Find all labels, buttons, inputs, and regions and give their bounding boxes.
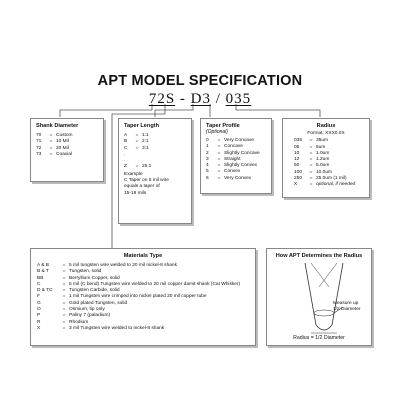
taper-profile-list	[206, 138, 266, 182]
radius-caption: Radius = 1/2 Diameter	[293, 335, 345, 341]
list-item: 0 = Very Concave	[206, 138, 254, 143]
list-item: 12 = 1.2um	[294, 157, 330, 163]
radius-box	[282, 118, 370, 198]
list-item: 100 = 10.0um	[294, 169, 332, 175]
taper-profile-subheader: (Optional)	[206, 129, 228, 135]
list-item: D & TC = Tungsten Carbide, solid	[37, 288, 120, 294]
taper-example-line: 15-19 mils	[124, 190, 147, 196]
taper-length-list	[124, 133, 186, 171]
model-code-sep1: -	[175, 91, 191, 107]
measure-label	[333, 301, 360, 312]
radius-format: Format: XXX0.0X	[307, 131, 345, 136]
list-item: Z = 25:1	[124, 164, 152, 170]
list-item: 73 = Coaxial	[36, 151, 72, 157]
radius-diagram-header: How APT Determines the Radius	[275, 253, 363, 259]
shank-diameter-list	[36, 133, 98, 158]
list-item: B = 2:1	[124, 139, 149, 145]
model-code-shank: 72S	[148, 91, 176, 107]
list-item: .	[124, 158, 126, 164]
list-item: C = 5 mil (C bend) Tungsten wire welded to 20 mil copper damit shank (Cat Whisker)	[37, 281, 241, 287]
shank-diameter-box	[30, 118, 104, 182]
list-item: 4 = Slightly Convex	[206, 163, 258, 169]
list-item: .	[124, 151, 126, 157]
list-item: A & B = 5 mil tungsten wire welded to 20 mil nickel-8 shank	[37, 263, 177, 268]
taper-profile-box	[200, 118, 272, 194]
radius-list	[288, 138, 364, 188]
taper-length-box	[118, 118, 192, 224]
list-item: BB = Berryllium Copper, solid	[37, 275, 120, 281]
list-item: 3 = Straight	[206, 156, 241, 162]
taper-example-line: C Taper on 5 mil wire	[124, 178, 169, 184]
radius-diagram-box	[266, 248, 372, 346]
taper-example	[124, 172, 186, 197]
radius-header: Radius	[316, 123, 336, 129]
list-item: 2 = Slightly Concave	[206, 150, 260, 156]
list-item: C = 3:1	[124, 145, 149, 151]
materials-type-header: Materials Type	[123, 253, 163, 259]
list-item: 70 = Custom	[36, 133, 73, 138]
model-code-radius: 035	[225, 91, 252, 107]
model-code-taper: D3	[190, 91, 211, 107]
list-item: P = Paliny 7 (paladium)	[37, 313, 111, 319]
list-item: B & T = Tungsten, solid	[37, 269, 102, 275]
page-title: APT MODEL SPECIFICATION	[97, 73, 303, 89]
model-code-sep2: /	[211, 91, 226, 107]
list-item: 71 = 10 Mil	[36, 139, 69, 145]
list-item: 05 = 5um	[294, 144, 326, 150]
materials-type-list	[37, 263, 249, 332]
list-item: F = 1 mil Tungsten wire crimped into nickel plated 20 mil copper tube	[37, 294, 207, 300]
taper-profile-header: Taper Profile	[206, 123, 240, 129]
measure-label-line: Measure up	[333, 301, 359, 306]
model-code	[0, 91, 400, 108]
list-item: 250 = 25.0um (1 mil)	[294, 176, 347, 182]
list-item: 5 = Convex	[206, 169, 241, 175]
shank-diameter-header: Shank Diameter	[36, 123, 79, 129]
taper-example-line: Example	[124, 171, 143, 177]
list-item: G = Gold plated Tungsten, solid	[37, 300, 128, 306]
list-item: 6 = Very Convex	[206, 175, 252, 181]
list-item: 72 = 20 Mil	[36, 145, 69, 151]
measure-label-line: 1/2 Diameter	[333, 306, 361, 312]
list-item: 1 = Concave	[206, 144, 243, 150]
list-item: 50 = 5.0um	[294, 163, 330, 169]
list-item: 10 = 1.0um	[294, 150, 330, 156]
list-item: R = Rhodium	[37, 319, 89, 325]
list-item: A = 1:1	[124, 133, 149, 138]
list-item: O = Osmium, tip only	[37, 307, 105, 313]
taper-length-header: Taper Length	[124, 123, 160, 129]
taper-example-line: equals a taper of	[124, 184, 160, 190]
list-item: X = 3 mil Tungsten wire welded to nickel-8 shank	[37, 325, 165, 331]
list-item: X = optional, if needed	[294, 182, 356, 188]
materials-type-box	[30, 248, 256, 346]
list-item: 035 = 35um	[294, 138, 328, 144]
